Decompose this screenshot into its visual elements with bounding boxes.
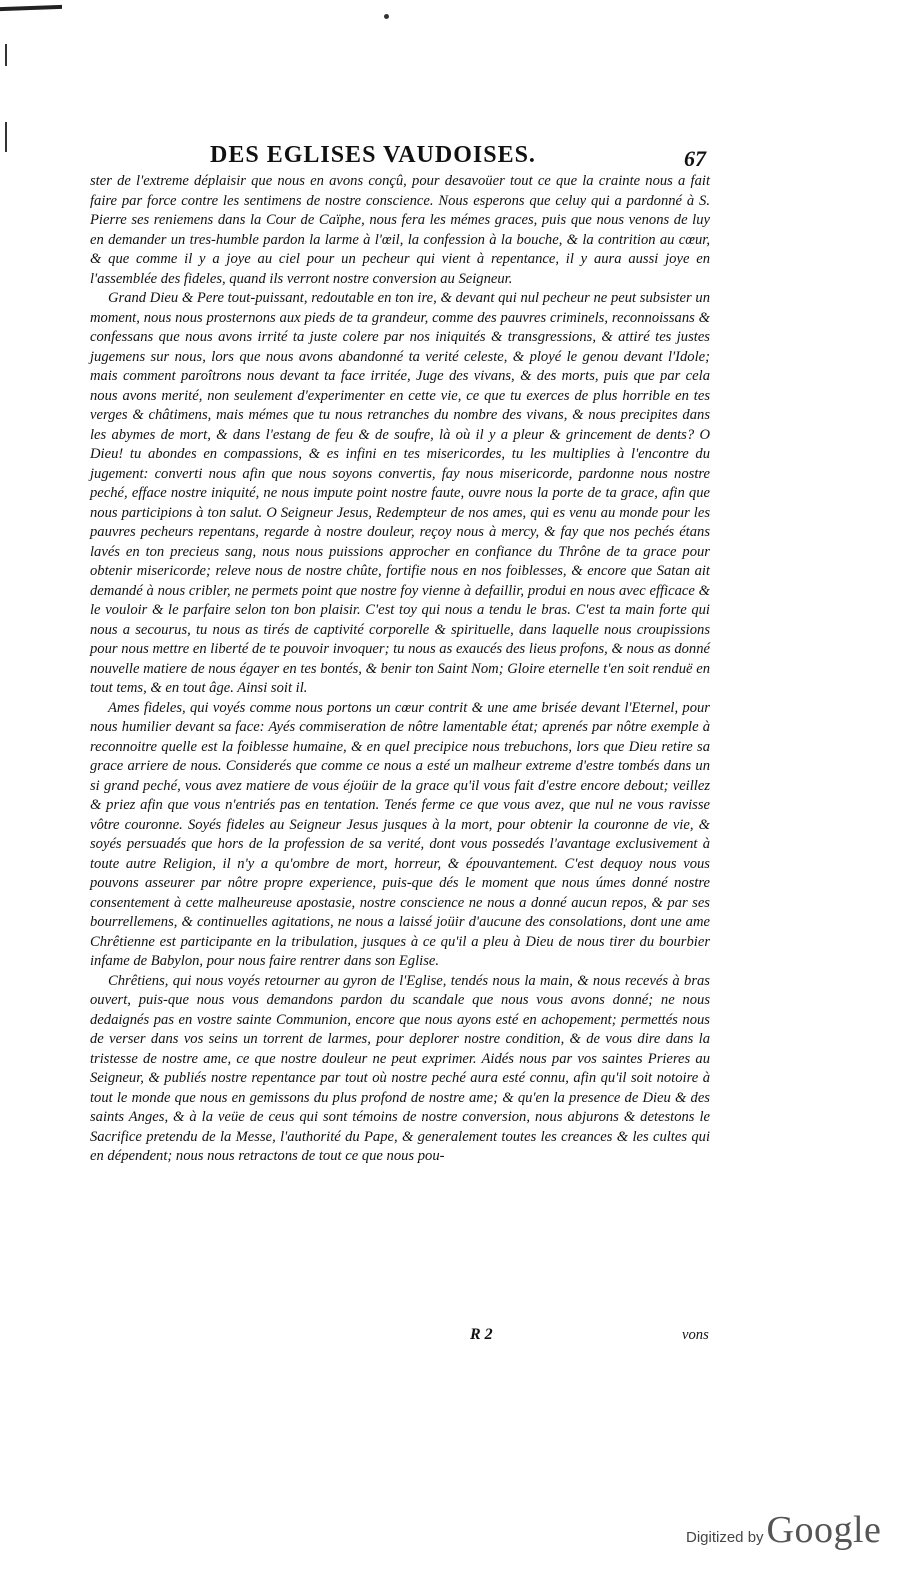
- paragraph-2: Grand Dieu & Pere tout-puissant, redoutable en ton ire, & devant qui nul pecheur ne peut subsister un moment, nous nous prosternons aux pieds de ta grandeur, comme des pauvres criminels, reconnoissans & confessans que nous avons irrité ta juste colere par nos iniquités & transgressions, & attiré tes justes jugemens sur nous, lors que nous avons abandonné ta verité celeste, & ployé le genou devant l'Idole; mais comment paroîtrons nous devant ta face irritée, Juge des vivans, & des morts, puis que par cela nous avons merité, non seulement d'experimenter en cette vie, ce que tu exerces de plus horrible en tes verges & châtimens, mais mémes que tu nous retranches du nombre des vivans, & nous precipites dans les abymes de mort, & dans l'estang de feu & de soufre, là où il y a pleur & grincement de dents? O Dieu! tu abondes en compassions, & es infini en tes misericordes, tu les multiplies à l'encontre du jugement: converti nous afin que nous soyons convertis, fay nous misericorde, pardonne nous nostre peché, efface nostre iniquité, ne nous impute point nostre faute, ouvre nous la porte de ta grace, afin que nous participions à ton salut. O Seigneur Jesus, Redempteur de nos ames, qui es venu au monde pour les pauvres pecheurs repentans, regarde à nostre douleur, reçoy nous à mercy, & fay que nos pechés étans lavés en ton precieus sang, nous nous puissions approcher en confiance du Thrône de ta grace pour obtenir misericorde; releve nous de nostre chûte, fortifie nous en nos foiblesses, & encore que Satan ait demandé à nous cribler, ne permets point que nostre foy vienne à defaillir, produi en nous avec efficace & le vouloir & le parfaire selon ton bon plaisir. C'est toy qui nous a tendu le bras. C'est ta main forte qui nous a secourus, tu nous as tirés de captivité corporelle & spirituelle, dans laquelle nous croupissions pour nous mettre en liberté de te pouvoir invoquer; tu nous as exaucés des lieus profons, & nous as donné nouvelle matiere de nous égayer en tes bontés, & benir ton Saint Nom; Gloire eternelle t'en soit renduë en tout tems, & en tout âge. Ainsi soit il.: [90, 290, 710, 696]
- watermark-prefix: Digitized by: [686, 1529, 764, 1546]
- signature-mark: R 2: [470, 1326, 493, 1343]
- page-number: 67: [684, 146, 706, 171]
- paragraph-4: Chrêtiens, qui nous voyés retourner au gyron de l'Eglise, tendés nous la main, & nous recevés à bras ouvert, puis-que nous vous demandons pardon du scandale que nous vous avons donné; ne nous dedaignés pas en vostre sainte Communion, encore que nous ayons esté en achopement; permettés nous de verser dans vos seins un torrent de larmes, pour deplorer nostre condition, & de vous dire dans la tristesse de nostre ame, ce que nostre douleur ne peut exprimer. Aidés nous par vos saintes Prieres au Seigneur, & publiés nostre repentance par tout où nostre peché aura esté connu, afin qu'il soit notoire à tout le monde que nous en gemissons du plus profond de nostre ame; & qu'en la presence de Dieu & des saints Anges, & à la veüe de ceus qui sont témoins de nostre conversion, nous abjurons & detestons le Sacrifice pretendu de la Messe, l'authorité du Pape, & generalement toutes les creances & les cultes qui en dépendent; nous nous retractons de tout ce que nous pou-: [90, 972, 710, 1164]
- scan-artifact-top: [0, 5, 62, 11]
- digitized-by-google-watermark: [686, 1508, 881, 1552]
- scan-artifact-dot: [384, 14, 389, 19]
- page-body: [90, 172, 710, 1167]
- scan-artifact-left-lower: [5, 122, 7, 152]
- google-logo: Google: [766, 1509, 882, 1551]
- paragraph-3: Ames fideles, qui voyés comme nous portons un cœur contrit & une ame brisée devant l'Eternel, pour nous humilier devant sa face: Ayés commiseration de nôtre lamentable état; aprenés par nôtre exemple à reconnoitre quelle est la foiblesse humaine, & en quel precipice nous trebuchons, lors que Dieu retire sa grace arriere de nous. Considerés que comme ce nous a esté un malheur extreme d'estre tombés dans un si grand peché, vous avez matiere de vous éjoüir de la grace qu'il vous fait d'estre encore debout; veillez & priez afin que vous n'entriés pas en tentation. Tenés ferme ce que vous avez, que nul ne vous ravisse vôtre couronne. Soyés fideles au Seigneur Jesus jusques à la mort, pour obtenir la couronne de vie, & soyés persuadés que hors de la profession de sa verité, dont vous possedés l'avantage exclusivement à toute autre Religion, il n'y a qu'ombre de mort, horreur, & épouvantement. C'est dequoy nous vous pouvons asseurer par nôtre propre experience, puis-que dés le moment que nous úmes donné nostre consentement à cette malheureuse apostasie, nostre conscience ne nous a donné aucun repos, & par ses bourrellemens, & continuelles agitations, ne nous a laissé joüir d'aucune des consolations, dont une ame Chrêtienne est participante en la tribulation, jusques à ce qu'il a pleu à Dieu de nous tirer du bourbier infame de Babylon, pour nous faire rentrer dans son Eglise.: [90, 699, 710, 969]
- paragraph-1: ster de l'extreme déplaisir que nous en avons conçû, pour desavoüer tout ce que la crainte nous a fait faire par force contre les sentimens de nostre conscience. Nous esperons que celuy qui a pardonné à S. Pierre ses reniemens dans la Cour de Caïphe, nous fera les mémes graces, puis que nous venons de luy en demander un tres-humble pardon la larme à l'œil, la confession à la bouche, & la contrition au cœur, & que comme il y a joye au ciel pour un pecheur qui vient à repentance, il y aura aussi joye en l'assemblée des fideles, quand ils verront nostre conversion au Seigneur.: [90, 173, 710, 287]
- scan-artifact-left-upper: [5, 44, 7, 66]
- catchword: vons: [682, 1327, 709, 1343]
- running-title: DES EGLISES VAUDOISES.: [210, 142, 536, 168]
